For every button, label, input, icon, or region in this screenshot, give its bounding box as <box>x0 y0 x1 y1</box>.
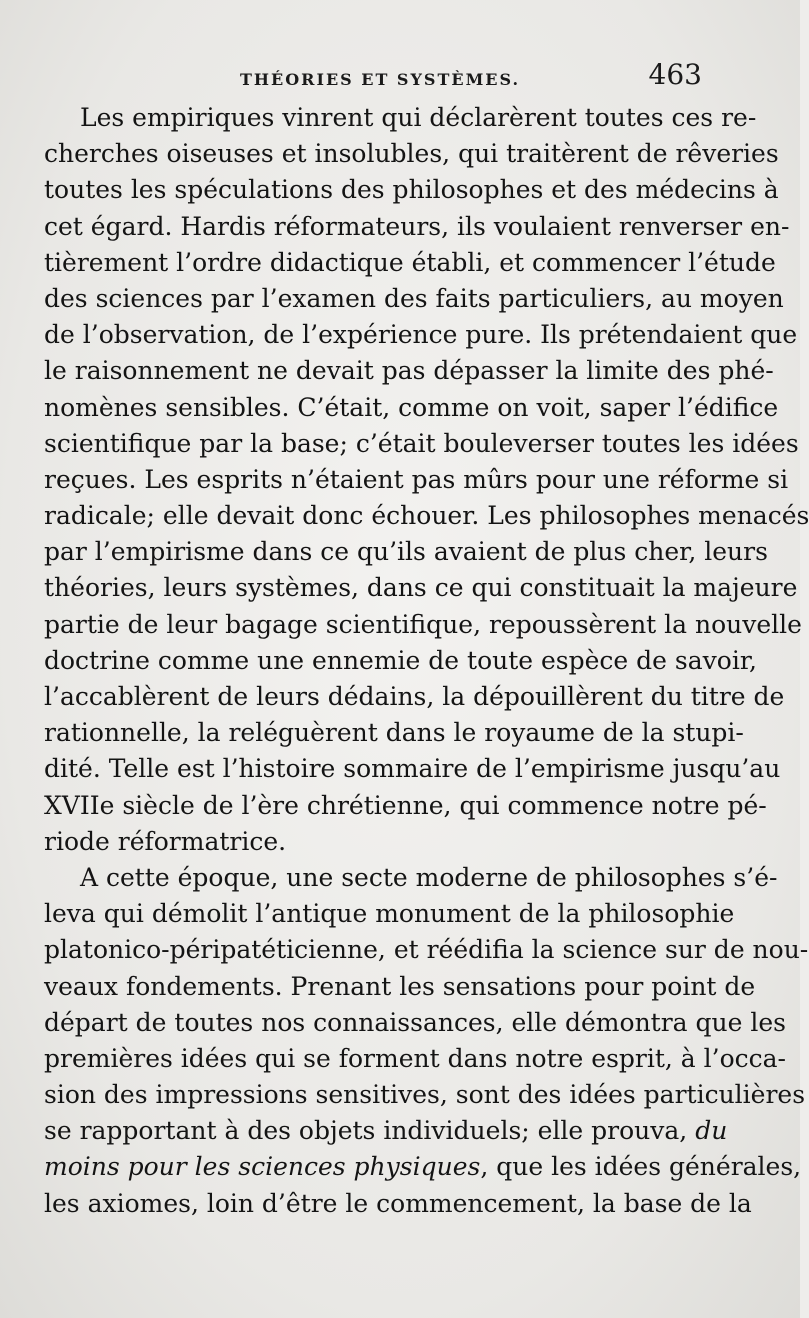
text-line <box>44 209 790 245</box>
text-line <box>44 136 779 172</box>
italic-phrase: du <box>695 1116 728 1146</box>
text-line <box>44 245 776 281</box>
text-line-content: radicale; elle devait donc échouer. Les philosophes menacés <box>44 501 809 531</box>
text-line <box>44 100 757 136</box>
text-line <box>44 679 785 715</box>
text-line-content: sion des impressions sensitives, sont des idées particulières <box>44 1080 806 1110</box>
text-line-content: premières idées qui se forment dans notre esprit, à l’occa- <box>44 1043 786 1073</box>
page-header <box>40 58 720 98</box>
text-line-content: théories, leurs systèmes, dans ce qui constituait la majeure <box>44 573 798 603</box>
text-line-content: les axiomes, loin d’être le commencement, la base de la <box>44 1188 752 1218</box>
text-line-content: dité. Telle est l’histoire sommaire de l’empirisme jusqu’au <box>44 754 781 784</box>
text-line-content: le raisonnement ne devait pas dépasser la limite des phé- <box>44 356 774 386</box>
text-line <box>44 1149 802 1185</box>
text-line-content: toutes les spéculations des philosophes et des médecins à <box>44 175 779 205</box>
text-line <box>44 353 774 389</box>
text-line-content: , que les idées générales, <box>480 1152 802 1182</box>
text-line <box>44 390 779 426</box>
text-line <box>44 570 798 606</box>
text-line <box>44 281 784 317</box>
text-line-content: A cette époque, une secte moderne de philosophes s’é- <box>80 862 778 892</box>
text-line <box>44 643 757 679</box>
text-line <box>44 715 744 751</box>
text-line-content: l’accablèrent de leurs dédains, la dépouillèrent du titre de <box>44 682 785 711</box>
text-line <box>44 607 802 643</box>
text-line-content: Les empiriques vinrent qui déclarèrent toutes ces re- <box>80 103 757 132</box>
text-line <box>44 969 756 1005</box>
running-title: THÉORIES ET SYSTÈMES. <box>240 70 521 89</box>
text-line <box>44 896 735 932</box>
text-line-content: départ de toutes nos connaissances, elle démontra que les <box>44 1007 786 1037</box>
text-line <box>44 1186 752 1222</box>
text-line <box>44 426 799 462</box>
text-line-content: leva qui démolit l’antique monument de la philosophie <box>44 899 735 929</box>
text-line-content: de l’observation, de l’expérience pure. Ils prétendaient que <box>44 320 798 350</box>
text-line <box>44 1041 786 1077</box>
text-line-content: rationnelle, la reléguèrent dans le royaume de la stupi- <box>44 718 744 748</box>
text-line <box>44 824 706 860</box>
text-line-content: platonico-péripatéticienne, et réédifia la science sur de nou- <box>44 935 809 965</box>
text-line <box>44 534 768 570</box>
text-line-content: cherches oiseuses et insolubles, qui traitèrent de rêveries <box>44 139 779 169</box>
text-line <box>44 860 778 896</box>
text-line-content: XVIIe siècle de l’ère chrétienne, qui commence notre pé- <box>44 790 767 820</box>
text-line-content: se rapportant à des objets individuels; elle prouva, <box>44 1116 688 1146</box>
text-line <box>44 462 789 498</box>
text-line <box>44 751 781 787</box>
text-line <box>44 498 809 534</box>
text-line <box>44 932 809 968</box>
text-line <box>44 1005 786 1041</box>
text-line <box>44 1113 728 1149</box>
text-line <box>44 1077 806 1113</box>
text-line <box>44 788 767 824</box>
body-text <box>44 100 809 1222</box>
text-line <box>44 172 779 208</box>
page-number: 463 <box>648 58 702 91</box>
text-line-content: cet égard. Hardis réformateurs, ils voulaient renverser en- <box>44 211 790 241</box>
italic-phrase: moins pour les sciences physiques <box>44 1152 481 1182</box>
text-line-content: riode réformatrice. <box>44 826 287 856</box>
text-line <box>44 317 798 353</box>
text-line-content: scientifique par la base; c’était bouleverser toutes les idées <box>44 428 799 458</box>
text-line-content: tièrement l’ordre didactique établi, et commencer l’étude <box>44 247 776 277</box>
text-line-content: partie de leur bagage scientifique, repoussèrent la nouvelle <box>44 609 802 639</box>
text-line-content: doctrine comme une ennemie de toute espèce de savoir, <box>44 645 757 675</box>
text-line-content: reçues. Les esprits n’étaient pas mûrs pour une réforme si <box>44 464 789 494</box>
text-line-content: par l’empirisme dans ce qu’ils avaient de plus cher, leurs <box>44 537 768 567</box>
text-line-content: veaux fondements. Prenant les sensations pour point de <box>44 971 756 1001</box>
text-line-content: nomènes sensibles. C’était, comme on voit, saper l’édifice <box>44 392 779 422</box>
text-line-content: des sciences par l’examen des faits particuliers, au moyen <box>44 283 784 313</box>
